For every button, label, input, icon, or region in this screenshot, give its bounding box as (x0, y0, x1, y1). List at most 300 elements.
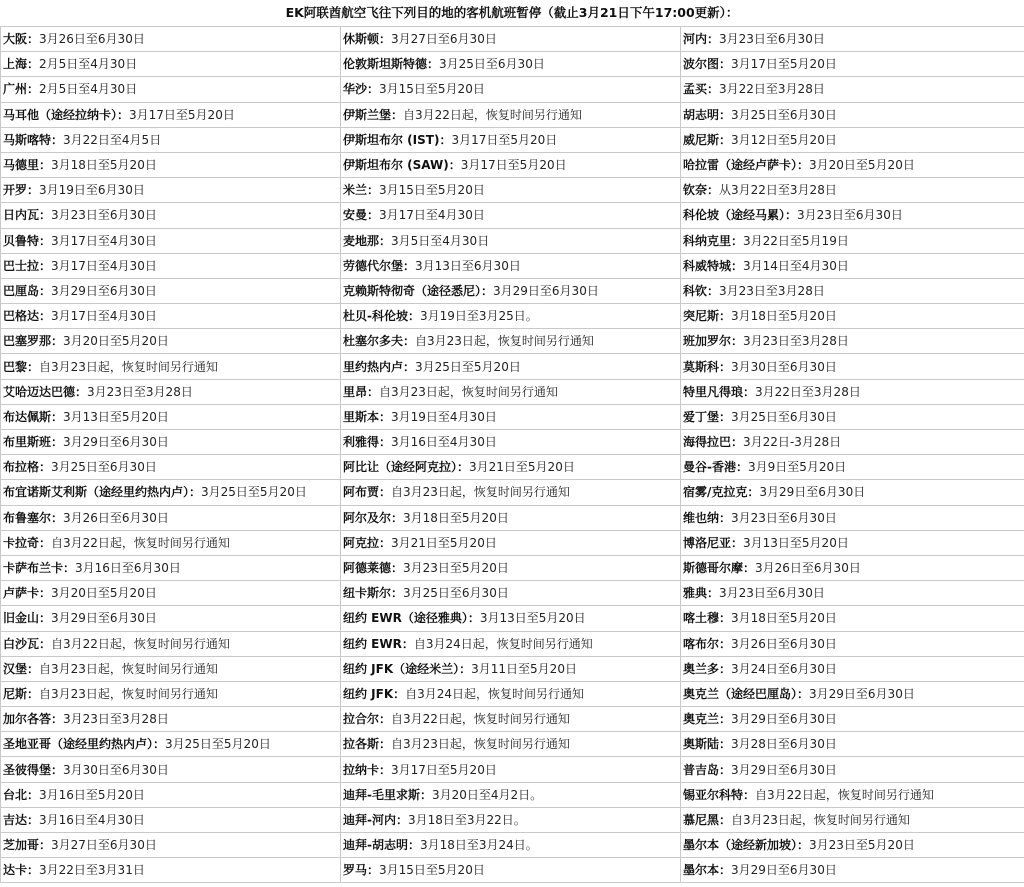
destination-cell (341, 102, 681, 127)
table-row (1, 354, 1024, 379)
destination-name: 奥斯陆： (683, 737, 732, 752)
table-row (1, 152, 1024, 177)
destination-cell (681, 606, 1024, 631)
suspension-dates: 3月13日至5月20日 (63, 409, 169, 424)
destination-cell (341, 807, 681, 832)
destination-name: 爱丁堡： (683, 409, 732, 424)
suspension-dates: 3月20日至5月20日 (63, 334, 169, 349)
destination-name: 阿克拉： (343, 535, 392, 550)
destination-name: 卡拉奇： (3, 535, 52, 550)
table-row (1, 77, 1024, 102)
destination-cell (681, 732, 1024, 757)
suspension-dates: 3月29日至6月30日 (51, 283, 157, 298)
suspension-dates: 3月22日至3月28日 (755, 384, 861, 399)
destination-name: 宿雾/克拉克： (683, 485, 760, 500)
destination-cell (341, 379, 681, 404)
destination-name: 奥兰多： (683, 661, 732, 676)
suspension-dates: 3月26日至6月30日 (63, 510, 169, 525)
suspension-dates: 3月17日至4月30日 (379, 208, 485, 223)
suspension-dates: 3月28日至6月30日 (731, 737, 837, 752)
destination-name: 台北： (3, 787, 40, 802)
destination-name: 布里斯班： (3, 435, 64, 450)
destination-name: 威尼斯： (683, 132, 732, 147)
destination-name: 迪拜-毛里求斯： (343, 787, 432, 802)
destination-name: 胡志明： (683, 107, 732, 122)
destination-cell (341, 304, 681, 329)
suspension-dates: 3月30日至6月30日 (63, 762, 169, 777)
suspension-dates: 3月20日至4月2日。 (431, 787, 543, 802)
destination-name: 巴士拉： (3, 258, 52, 273)
table-row (1, 555, 1024, 580)
suspension-dates: 3月29日至6月30日 (731, 863, 837, 878)
destination-name: 卡萨布兰卡： (3, 561, 76, 576)
suspension-dates: 3月22日至4月5日 (63, 132, 162, 147)
table-row (1, 530, 1024, 555)
destination-name: 尼斯： (3, 686, 40, 701)
suspension-dates: 3月20日至5月20日 (809, 158, 915, 173)
destination-name: 芝加哥： (3, 838, 52, 853)
suspension-dates: 自3月24日起，恢复时间另行通知 (405, 686, 585, 701)
destination-name: 纽约 JFK（途经米兰）： (343, 661, 472, 676)
suspension-dates: 3月19日至4月30日 (391, 409, 497, 424)
destination-cell (341, 530, 681, 555)
destination-cell (1, 329, 341, 354)
destination-cell (341, 354, 681, 379)
destination-cell (1, 530, 341, 555)
suspension-dates: 3月13日至5月20日 (743, 535, 849, 550)
destination-cell (341, 681, 681, 706)
destination-cell (681, 455, 1024, 480)
destination-cell (681, 782, 1024, 807)
suspension-dates: 3月22日至3月28日 (719, 82, 825, 97)
suspension-dates: 3月17日至4月30日 (51, 233, 157, 248)
destination-name: 马耳他（途经拉纳卡）： (3, 107, 130, 122)
suspension-dates: 3月25日至6月30日 (731, 107, 837, 122)
destination-cell (1, 581, 341, 606)
suspension-dates: 3月13日至5月20日 (479, 611, 586, 626)
table-row (1, 631, 1024, 656)
suspension-dates: 3月26日至6月30日 (755, 561, 861, 576)
table-row (1, 379, 1024, 404)
destination-cell (341, 329, 681, 354)
suspension-dates: 3月19日至6月30日 (39, 183, 145, 198)
destination-cell (1, 278, 341, 303)
suspension-dates: 3月22日-3月28日 (743, 435, 842, 450)
destination-name: 锡亚尔科特： (683, 787, 756, 802)
suspension-dates: 3月18日至3月22日。 (407, 812, 526, 827)
suspension-dates: 3月17日至4月30日 (51, 258, 157, 273)
destination-cell (341, 152, 681, 177)
table-row (1, 581, 1024, 606)
suspension-dates: 3月30日至6月30日 (731, 359, 837, 374)
destination-cell (1, 631, 341, 656)
table-row (1, 732, 1024, 757)
destination-cell (1, 707, 341, 732)
destination-name: 艾哈迈达巴德： (3, 384, 88, 399)
destination-name: 圣地亚哥（途经里约热内卢）： (3, 737, 166, 752)
destination-cell (341, 178, 681, 203)
suspension-dates: 自3月22日起，恢复时间另行通知 (51, 636, 230, 651)
table-row (1, 430, 1024, 455)
destination-cell (1, 253, 341, 278)
destination-name: 伊斯兰堡： (343, 107, 404, 122)
destination-name: 孟买： (683, 82, 720, 97)
table-row (1, 681, 1024, 706)
table-row (1, 329, 1024, 354)
table-row (1, 807, 1024, 832)
destination-name: 加尔各答： (3, 712, 64, 727)
destination-name: 米兰： (343, 183, 380, 198)
destination-cell (341, 782, 681, 807)
destination-cell (1, 379, 341, 404)
suspension-dates: 3月29日至6月30日 (51, 611, 157, 626)
destination-cell (681, 77, 1024, 102)
destination-name: 特里凡得琅： (683, 384, 756, 399)
destination-name: 迪拜-胡志明： (343, 838, 420, 853)
suspension-dates: 3月29日至6月30日 (759, 485, 866, 500)
destination-cell (1, 681, 341, 706)
suspension-dates: 3月27日至6月30日 (51, 838, 157, 853)
destination-name: 克赖斯特彻奇（途径悉尼）： (343, 283, 494, 298)
destination-name: 达卡： (3, 863, 40, 878)
suspension-dates: 3月23日至6月30日 (797, 208, 903, 223)
destination-cell (341, 77, 681, 102)
destination-cell (341, 581, 681, 606)
suspension-dates: 自3月23日起，恢复时间另行通知 (39, 661, 218, 676)
destination-cell (681, 555, 1024, 580)
destination-name: 纽卡斯尔： (343, 586, 404, 601)
destination-cell (681, 253, 1024, 278)
destination-name: 河内： (683, 32, 720, 47)
destination-cell (681, 858, 1024, 883)
suspension-dates: 3月15日至5月20日 (379, 863, 485, 878)
destination-cell (681, 27, 1024, 52)
destination-cell (1, 27, 341, 52)
suspension-dates: 3月25日至5月20日 (415, 359, 521, 374)
suspension-dates: 3月11日至5月20日 (471, 661, 577, 676)
destination-name: 伊斯坦布尔 (SAW)： (343, 158, 461, 173)
suspension-dates: 3月16日至4月30日 (391, 435, 497, 450)
suspension-dates: 自3月23日起，恢复时间另行通知 (391, 485, 570, 500)
destination-cell (1, 228, 341, 253)
destination-name: 布达佩斯： (3, 409, 64, 424)
suspension-dates: 3月18日至5月20日 (51, 158, 157, 173)
suspension-dates: 3月13日至6月30日 (415, 258, 521, 273)
destination-name: 杜贝-科伦坡： (343, 309, 420, 324)
destination-cell (341, 253, 681, 278)
suspension-dates: 3月23日至5月20日 (809, 838, 915, 853)
destination-name: 阿比让（途经阿克拉）： (343, 460, 470, 475)
destination-name: 墨尔本（途经新加坡）： (683, 838, 810, 853)
destination-name: 利雅得： (343, 435, 392, 450)
suspension-dates: 3月23日至3月28日 (87, 384, 193, 399)
destination-name: 里约热内卢： (343, 359, 416, 374)
destination-name: 纽约 EWR： (343, 636, 414, 651)
table-row (1, 858, 1024, 883)
destination-name: 博洛尼亚： (683, 535, 744, 550)
suspension-dates: 3月25日至5月20日 (165, 737, 271, 752)
destination-name: 奥克兰（途经巴厘岛）： (683, 686, 810, 701)
destination-cell (1, 203, 341, 228)
suspension-dates: 自3月22日起，恢复时间另行通知 (391, 712, 570, 727)
suspension-dates: 3月23日至5月20日 (403, 561, 509, 576)
suspension-dates: 3月15日至5月20日 (379, 82, 485, 97)
destination-cell (1, 858, 341, 883)
table-row (1, 656, 1024, 681)
table-row (1, 253, 1024, 278)
destination-name: 巴塞罗那： (3, 334, 64, 349)
destination-cell (341, 27, 681, 52)
destination-cell (1, 52, 341, 77)
suspension-dates: 自3月22日起，恢复时间另行通知 (755, 787, 934, 802)
destination-cell (341, 833, 681, 858)
suspension-dates: 3月22日至5月19日 (743, 233, 849, 248)
destination-cell (681, 354, 1024, 379)
destination-cell (681, 152, 1024, 177)
destination-table (0, 26, 1024, 883)
suspension-dates: 3月14日至4月30日 (743, 258, 849, 273)
destination-name: 里昂： (343, 384, 380, 399)
destination-name: 阿布贾： (343, 485, 392, 500)
destination-cell (1, 480, 341, 505)
destination-name: 伊斯坦布尔 (IST)： (343, 132, 452, 147)
destination-cell (681, 505, 1024, 530)
suspension-dates: 3月23日至3月28日 (743, 334, 849, 349)
destination-cell (341, 228, 681, 253)
destination-cell (341, 858, 681, 883)
destination-cell (341, 606, 681, 631)
destination-cell (681, 656, 1024, 681)
destination-cell (681, 278, 1024, 303)
destination-name: 开罗： (3, 183, 40, 198)
destination-name: 科威特城： (683, 258, 744, 273)
destination-name: 汉堡： (3, 661, 40, 676)
destination-name: 喀土穆： (683, 611, 732, 626)
destination-cell (681, 228, 1024, 253)
suspension-dates: 3月17日至5月20日 (129, 107, 235, 122)
destination-name: 纽约 EWR（途径雅典）： (343, 611, 480, 626)
table-row (1, 606, 1024, 631)
destination-cell (1, 455, 341, 480)
suspension-dates: 3月15日至5月20日 (379, 183, 485, 198)
destination-cell (1, 656, 341, 681)
destination-cell (681, 127, 1024, 152)
destination-cell (681, 379, 1024, 404)
suspension-dates: 3月23日至3月28日 (719, 283, 825, 298)
destination-name: 马斯喀特： (3, 132, 64, 147)
suspension-dates: 3月25日至6月30日 (731, 409, 837, 424)
destination-cell (1, 782, 341, 807)
suspension-dates: 3月9日至5月20日 (747, 460, 847, 475)
suspension-dates: 3月29日至6月30日 (731, 762, 837, 777)
suspension-dates: 自3月23日起，恢复时间另行通知 (731, 812, 910, 827)
suspension-dates: 3月23日至6月30日 (719, 32, 825, 47)
destination-name: 伦敦斯坦斯特德： (343, 57, 440, 72)
destination-name: 广州： (3, 82, 40, 97)
suspension-dates: 自3月23日起，恢复时间另行通知 (39, 686, 218, 701)
table-row (1, 404, 1024, 429)
destination-name: 科纳克里： (683, 233, 744, 248)
destination-name: 日内瓦： (3, 208, 52, 223)
destination-name: 纽约 JFK： (343, 686, 406, 701)
destination-name: 莫斯科： (683, 359, 732, 374)
destination-name: 维也纳： (683, 510, 732, 525)
destination-name: 杜塞尔多夫： (343, 334, 416, 349)
table-row (1, 707, 1024, 732)
destination-name: 拉各斯： (343, 737, 392, 752)
table-row (1, 203, 1024, 228)
destination-name: 吉达： (3, 812, 40, 827)
table-row (1, 52, 1024, 77)
suspension-dates: 自3月22日起，恢复时间另行通知 (51, 535, 230, 550)
table-row (1, 127, 1024, 152)
destination-name: 波尔图： (683, 57, 732, 72)
destination-cell (1, 102, 341, 127)
destination-cell (681, 681, 1024, 706)
table-row (1, 228, 1024, 253)
destination-name: 突尼斯： (683, 309, 732, 324)
destination-cell (1, 127, 341, 152)
destination-cell (1, 555, 341, 580)
suspension-dates: 2月5日至4月30日 (39, 57, 138, 72)
destination-cell (1, 807, 341, 832)
destination-name: 旧金山： (3, 611, 52, 626)
destination-cell (681, 102, 1024, 127)
destination-name: 麦地那： (343, 233, 392, 248)
table-row (1, 304, 1024, 329)
destination-cell (1, 606, 341, 631)
suspension-dates: 3月21日至5月20日 (469, 460, 575, 475)
destination-name: 阿德莱德： (343, 561, 404, 576)
table-row (1, 27, 1024, 52)
destination-name: 喀布尔： (683, 636, 732, 651)
destination-name: 圣彼得堡： (3, 762, 64, 777)
suspension-dates: 3月19日至3月25日。 (419, 309, 538, 324)
destination-name: 奥克兰： (683, 712, 732, 727)
suspension-dates: 3月29日至6月30日 (493, 283, 599, 298)
destination-cell (1, 833, 341, 858)
destination-cell (1, 354, 341, 379)
suspension-dates: 3月26日至6月30日 (731, 636, 837, 651)
table-row (1, 102, 1024, 127)
suspension-dates: 3月29日至6月30日 (63, 435, 169, 450)
suspension-dates: 3月25日至5月20日 (201, 485, 307, 500)
destination-name: 迪拜-河内： (343, 812, 408, 827)
destination-name: 雅典： (683, 586, 720, 601)
destination-cell (681, 757, 1024, 782)
destination-cell (1, 77, 341, 102)
table-row (1, 505, 1024, 530)
destination-cell (341, 404, 681, 429)
suspension-dates: 3月16日至5月20日 (39, 787, 145, 802)
destination-cell (341, 656, 681, 681)
destination-cell (681, 304, 1024, 329)
suspension-dates: 3月26日至6月30日 (39, 32, 145, 47)
suspension-dates: 3月18日至5月20日 (731, 309, 837, 324)
suspension-dates: 3月16日至4月30日 (39, 812, 145, 827)
destination-name: 卢萨卡： (3, 586, 52, 601)
destination-name: 贝鲁特： (3, 233, 52, 248)
suspension-dates: 3月17日至5月20日 (731, 57, 837, 72)
destination-name: 里斯本： (343, 409, 392, 424)
suspension-dates: 3月22日至3月31日 (39, 863, 145, 878)
table-row (1, 455, 1024, 480)
suspension-dates: 3月20日至5月20日 (51, 586, 157, 601)
suspension-dates: 3月17日至4月30日 (51, 309, 157, 324)
destination-name: 科伦坡（途经马累）： (683, 208, 798, 223)
destination-name: 巴黎： (3, 359, 40, 374)
destination-name: 班加罗尔： (683, 334, 744, 349)
table-row (1, 757, 1024, 782)
suspension-dates: 自3月22日起，恢复时间另行通知 (403, 107, 582, 122)
destination-cell (341, 480, 681, 505)
destination-cell (681, 52, 1024, 77)
destination-cell (681, 807, 1024, 832)
suspension-dates: 3月25日至6月30日 (403, 586, 509, 601)
suspension-dates: 自3月23日起，恢复时间另行通知 (415, 334, 594, 349)
suspension-dates: 3月23日至6月30日 (731, 510, 837, 525)
destination-name: 斯德哥尔摩： (683, 561, 756, 576)
destination-name: 大阪： (3, 32, 40, 47)
destination-name: 华沙： (343, 82, 380, 97)
destination-name: 墨尔本： (683, 863, 732, 878)
destination-name: 慕尼黑： (683, 812, 732, 827)
suspension-dates: 3月29日至6月30日 (809, 686, 915, 701)
suspension-dates: 2月5日至4月30日 (39, 82, 138, 97)
destination-cell (1, 430, 341, 455)
suspension-dates: 3月29日至6月30日 (731, 712, 837, 727)
suspension-dates: 3月18日至5月20日 (731, 611, 837, 626)
destination-cell (681, 404, 1024, 429)
suspension-dates: 3月17日至5月20日 (460, 158, 567, 173)
suspension-dates: 3月23日至6月30日 (719, 586, 825, 601)
destination-name: 拉纳卡： (343, 762, 392, 777)
destination-cell (341, 127, 681, 152)
destination-name: 休斯顿： (343, 32, 392, 47)
destination-name: 海得拉巴： (683, 435, 744, 450)
destination-cell (341, 555, 681, 580)
suspension-dates: 自3月23日起，恢复时间另行通知 (379, 384, 558, 399)
table-row (1, 833, 1024, 858)
notice-title: EK阿联酋航空飞往下列目的地的客机航班暂停（截止3月21日下午17:00更新）： (285, 5, 739, 20)
destination-cell (1, 757, 341, 782)
destination-cell (341, 631, 681, 656)
destination-cell (681, 178, 1024, 203)
destination-name: 劳德代尔堡： (343, 258, 416, 273)
destination-cell (1, 732, 341, 757)
suspension-dates: 3月18日至5月20日 (403, 510, 509, 525)
destination-cell (341, 505, 681, 530)
destination-cell (681, 480, 1024, 505)
destination-name: 曼谷-香港： (683, 460, 748, 475)
destination-cell (1, 178, 341, 203)
table-row (1, 782, 1024, 807)
suspension-dates: 3月17日至5月20日 (451, 132, 558, 147)
destination-cell (341, 707, 681, 732)
suspension-dates: 3月25日至6月30日 (51, 460, 157, 475)
destination-name: 普吉岛： (683, 762, 732, 777)
table-row (1, 178, 1024, 203)
destination-cell (341, 52, 681, 77)
suspension-dates: 3月12日至5月20日 (731, 132, 837, 147)
destination-cell (681, 329, 1024, 354)
suspension-dates: 3月21日至5月20日 (391, 535, 497, 550)
destination-cell (681, 631, 1024, 656)
destination-name: 钦奈： (683, 183, 720, 198)
destination-cell (341, 732, 681, 757)
suspension-dates: 3月25日至6月30日 (439, 57, 545, 72)
table-row (1, 480, 1024, 505)
